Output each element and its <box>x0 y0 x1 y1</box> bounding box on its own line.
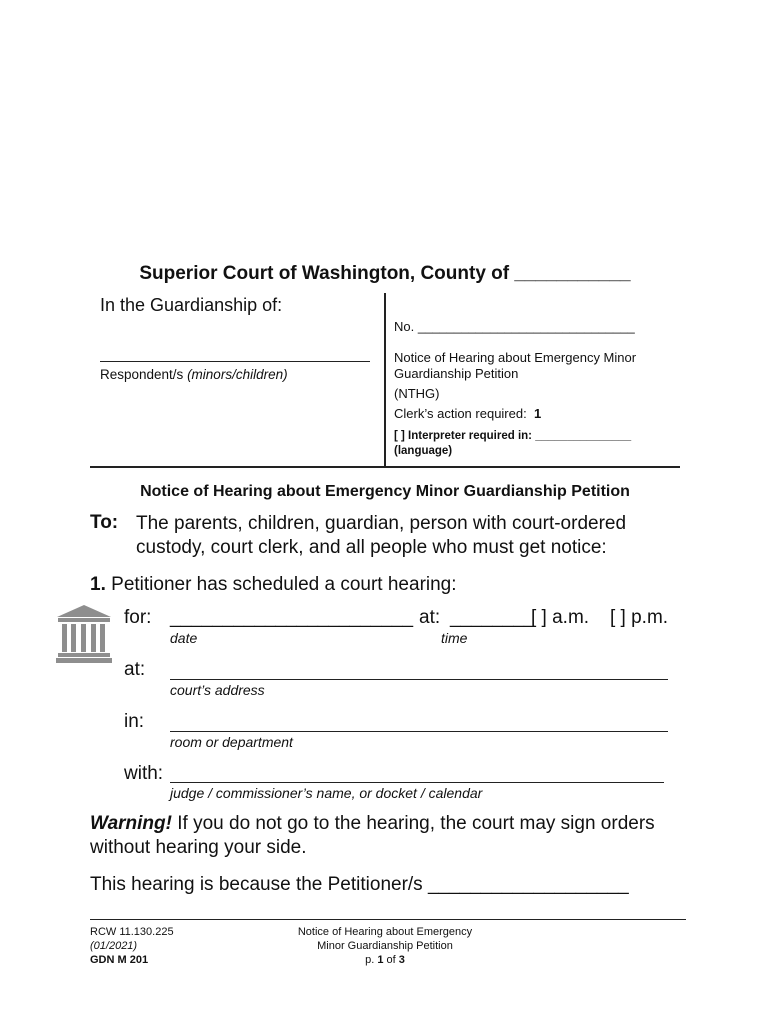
respondent-name-line[interactable] <box>100 361 370 362</box>
clerk-action-value: 1 <box>533 406 542 421</box>
courthouse-icon <box>55 604 113 664</box>
caption-divider-horizontal <box>90 466 680 468</box>
clerk-action <box>394 406 541 421</box>
footer-divider <box>90 919 686 920</box>
address-caption: court’s address <box>170 682 265 698</box>
court-address-field[interactable] <box>170 679 668 680</box>
time-caption: time <box>441 630 468 646</box>
section-title: Notice of Hearing about Emergency Minor Guardianship Petition <box>140 483 630 500</box>
room-department-field[interactable] <box>170 731 668 732</box>
pm-checkbox[interactable]: [ ] p.m. <box>610 607 669 628</box>
footer-rcw: RCW 11.130.225 <box>90 926 174 938</box>
am-checkbox[interactable]: [ ] a.m. <box>531 607 590 628</box>
hearing-date-field[interactable]: _______________________ <box>170 607 414 628</box>
guardianship-of-label: In the Guardianship of: <box>100 295 283 315</box>
page-of: of <box>383 954 399 966</box>
interpreter-required[interactable]: [ ] Interpreter required in: _______________ <box>394 430 632 442</box>
warning-notice <box>90 812 680 860</box>
interpreter-language: (language) <box>394 445 453 457</box>
respondent-label <box>100 367 288 382</box>
court-title: Superior Court of Washington, County of ___________ <box>139 263 631 284</box>
hearing-reason-field[interactable]: This hearing is because the Petitioner/s ___________________ <box>90 874 629 895</box>
to-recipients: The parents, children, guardian, person with court-ordered custody, court clerk, and all people who must get notice: <box>136 513 627 558</box>
page-current: 1 <box>377 954 384 966</box>
judge-caption: judge / commissioner’s name, or docket / calendar <box>170 785 483 801</box>
warning-label: Warning! <box>90 813 172 834</box>
at-time-label: at: <box>419 607 441 628</box>
item1-heading <box>90 574 457 596</box>
at-label: at: <box>124 659 146 680</box>
footer-form-number: GDN M 201 <box>90 954 149 966</box>
for-label: for: <box>124 607 152 628</box>
form-code: (NTHG) <box>394 386 440 401</box>
item1-text: Petitioner has scheduled a court hearing: <box>111 574 457 595</box>
room-caption: room or department <box>170 734 293 750</box>
warning-text: If you do not go to the hearing, the court may sign orders without hearing your side. <box>90 813 655 858</box>
form-title-line2: Guardianship Petition <box>394 366 519 381</box>
caption-divider-vertical <box>384 293 386 468</box>
footer-date: (01/2021) <box>90 940 138 952</box>
respondent-label-text: Respondent/s <box>100 367 188 382</box>
judge-name-field[interactable] <box>170 782 664 783</box>
date-caption: date <box>170 630 198 646</box>
in-label: in: <box>124 711 145 732</box>
to-label: To: <box>90 512 119 533</box>
with-label: with: <box>124 763 164 784</box>
footer-title-line2: Minor Guardianship Petition <box>317 940 453 952</box>
footer-title-line1: Notice of Hearing about Emergency <box>297 926 473 938</box>
hearing-time-field[interactable]: ________ <box>450 607 535 628</box>
respondent-label-italic: (minors/children) <box>187 367 288 382</box>
clerk-action-label: Clerk’s action required: <box>394 406 527 421</box>
case-number-field[interactable]: No. ______________________________ <box>394 319 635 334</box>
item1-number: 1. <box>90 574 106 595</box>
page-prefix: p. <box>365 954 378 966</box>
footer-page-number <box>285 953 485 967</box>
form-title-line1: Notice of Hearing about Emergency Minor <box>394 350 637 365</box>
page-total: 3 <box>398 954 405 966</box>
